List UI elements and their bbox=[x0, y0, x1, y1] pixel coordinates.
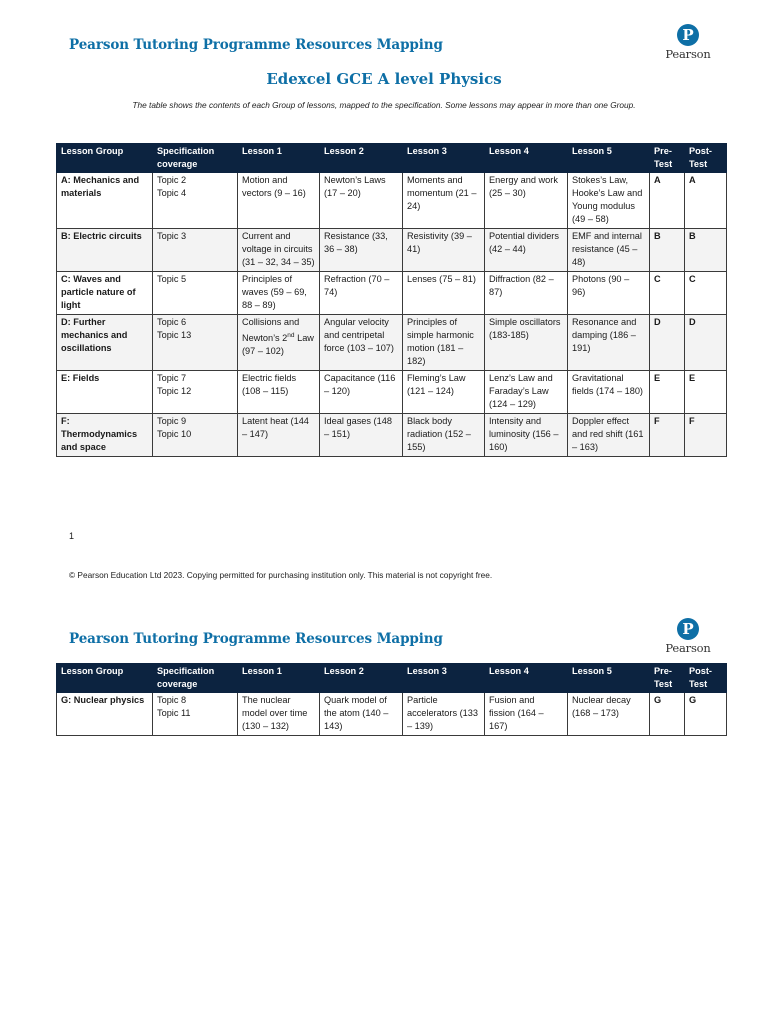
intro-text: The table shows the contents of each Group of lessons, mapped to the specification. Some lessons may appear in more than one Group. bbox=[132, 100, 636, 110]
lesson-5-cell: Photons (90 – 96) bbox=[568, 272, 650, 315]
pearson-logo-word: Pearson bbox=[665, 641, 711, 655]
pearson-p-icon: P bbox=[677, 618, 699, 640]
col-header-post-test: Post-Test bbox=[685, 144, 727, 173]
lesson-5-cell: EMF and internal resistance (45 – 48) bbox=[568, 229, 650, 272]
pearson-p-icon: P bbox=[677, 24, 699, 46]
lesson-5-cell: Doppler effect and red shift (161 – 163) bbox=[568, 414, 650, 457]
pre-test-cell: F bbox=[650, 414, 685, 457]
col-header-lesson-3: Lesson 3 bbox=[403, 664, 485, 693]
lesson-2-cell: Quark model of the atom (140 – 143) bbox=[320, 693, 403, 736]
table-row bbox=[57, 414, 727, 457]
col-header-lesson-4: Lesson 4 bbox=[485, 144, 568, 173]
lesson-4-cell: Intensity and luminosity (156 – 160) bbox=[485, 414, 568, 457]
lesson-3-cell: Principles of simple harmonic motion (181 – 182) bbox=[403, 315, 485, 371]
page-number: 1 bbox=[69, 531, 75, 541]
table-row bbox=[57, 272, 727, 315]
lesson-2-cell: Angular velocity and centripetal force (103 – 107) bbox=[320, 315, 403, 371]
post-test-cell: B bbox=[685, 229, 727, 272]
spec-cell: Topic 2 Topic 4 bbox=[153, 173, 238, 229]
lesson-2-cell: Resistance (33, 36 – 38) bbox=[320, 229, 403, 272]
pre-test-cell: C bbox=[650, 272, 685, 315]
col-header-spec: Specification coverage bbox=[153, 664, 238, 693]
lesson-1-cell: Current and voltage in circuits (31 – 32, 34 – 35) bbox=[238, 229, 320, 272]
table-row bbox=[57, 693, 727, 736]
lesson-3-cell: Resistivity (39 – 41) bbox=[403, 229, 485, 272]
lesson-4-cell: Fusion and fission (164 – 167) bbox=[485, 693, 568, 736]
lesson-3-cell: Fleming’s Law (121 – 124) bbox=[403, 371, 485, 414]
lesson-group-cell: C: Waves and particle nature of light bbox=[57, 272, 153, 315]
lesson-5-cell: Stokes’s Law, Hooke’s Law and Young modulus (49 – 58) bbox=[568, 173, 650, 229]
lesson-1-cell: Latent heat (144 – 147) bbox=[238, 414, 320, 457]
table-row bbox=[57, 315, 727, 371]
lesson-4-cell: Simple oscillators (183-185) bbox=[485, 315, 568, 371]
post-test-cell: C bbox=[685, 272, 727, 315]
lesson-group-cell: A: Mechanics and materials bbox=[57, 173, 153, 229]
lesson-group-cell: B: Electric circuits bbox=[57, 229, 153, 272]
lesson-1-cell: Collisions and Newton’s 2nd Law (97 – 102) bbox=[238, 315, 320, 371]
col-header-lesson-5: Lesson 5 bbox=[568, 144, 650, 173]
pearson-logo-word: Pearson bbox=[665, 47, 711, 61]
lesson-3-cell: Lenses (75 – 81) bbox=[403, 272, 485, 315]
pearson-logo bbox=[658, 24, 718, 61]
lesson-2-cell: Capacitance (116 – 120) bbox=[320, 371, 403, 414]
col-header-pre-test: Pre-Test bbox=[650, 144, 685, 173]
lesson-4-cell: Lenz’s Law and Faraday’s Law (124 – 129) bbox=[485, 371, 568, 414]
lesson-1-cell: Electric fields (108 – 115) bbox=[238, 371, 320, 414]
col-header-pre-test: Pre-Test bbox=[650, 664, 685, 693]
lesson-3-cell: Black body radiation (152 – 155) bbox=[403, 414, 485, 457]
col-header-lesson-1: Lesson 1 bbox=[238, 144, 320, 173]
spec-cell: Topic 5 bbox=[153, 272, 238, 315]
mapping-table-continued bbox=[56, 663, 727, 736]
col-header-spec: Specification coverage bbox=[153, 144, 238, 173]
lesson-group-cell: F: Thermodynamics and space bbox=[57, 414, 153, 457]
lesson-3-cell: Particle accelerators (133 – 139) bbox=[403, 693, 485, 736]
pre-test-cell: A bbox=[650, 173, 685, 229]
table-row bbox=[57, 229, 727, 272]
spec-cell: Topic 3 bbox=[153, 229, 238, 272]
table-header-row bbox=[57, 144, 727, 173]
lesson-4-cell: Energy and work (25 – 30) bbox=[485, 173, 568, 229]
copyright-notice: © Pearson Education Ltd 2023. Copying permitted for purchasing institution only. This material is not copyright free. bbox=[69, 570, 493, 580]
page-title: Edexcel GCE A level Physics bbox=[266, 70, 502, 88]
lesson-2-cell: Ideal gases (148 – 151) bbox=[320, 414, 403, 457]
pre-test-cell: G bbox=[650, 693, 685, 736]
post-test-cell: E bbox=[685, 371, 727, 414]
col-header-lesson-2: Lesson 2 bbox=[320, 664, 403, 693]
col-header-lesson-3: Lesson 3 bbox=[403, 144, 485, 173]
col-header-lesson-group: Lesson Group bbox=[57, 664, 153, 693]
post-test-cell: G bbox=[685, 693, 727, 736]
lesson-5-cell: Nuclear decay (168 – 173) bbox=[568, 693, 650, 736]
spec-cell: Topic 6 Topic 13 bbox=[153, 315, 238, 371]
lesson-group-cell: G: Nuclear physics bbox=[57, 693, 153, 736]
lesson-group-cell: E: Fields bbox=[57, 371, 153, 414]
post-test-cell: A bbox=[685, 173, 727, 229]
spec-cell: Topic 9 Topic 10 bbox=[153, 414, 238, 457]
spec-cell: Topic 8 Topic 11 bbox=[153, 693, 238, 736]
col-header-lesson-1: Lesson 1 bbox=[238, 664, 320, 693]
post-test-cell: F bbox=[685, 414, 727, 457]
mapping-table bbox=[56, 143, 727, 457]
table-row bbox=[57, 173, 727, 229]
pre-test-cell: B bbox=[650, 229, 685, 272]
pre-test-cell: D bbox=[650, 315, 685, 371]
post-test-cell: D bbox=[685, 315, 727, 371]
col-header-post-test: Post-Test bbox=[685, 664, 727, 693]
col-header-lesson-5: Lesson 5 bbox=[568, 664, 650, 693]
lesson-4-cell: Diffraction (82 – 87) bbox=[485, 272, 568, 315]
table-row bbox=[57, 371, 727, 414]
pre-test-cell: E bbox=[650, 371, 685, 414]
table-header-row bbox=[57, 664, 727, 693]
lesson-group-cell: D: Further mechanics and oscillations bbox=[57, 315, 153, 371]
lesson-3-cell: Moments and momentum (21 – 24) bbox=[403, 173, 485, 229]
spec-cell: Topic 7 Topic 12 bbox=[153, 371, 238, 414]
lesson-5-cell: Resonance and damping (186 – 191) bbox=[568, 315, 650, 371]
col-header-lesson-2: Lesson 2 bbox=[320, 144, 403, 173]
lesson-1-cell: The nuclear model over time (130 – 132) bbox=[238, 693, 320, 736]
lesson-1-cell: Principles of waves (59 – 69, 88 – 89) bbox=[238, 272, 320, 315]
pearson-logo-page-2 bbox=[658, 618, 718, 655]
lesson-2-cell: Newton’s Laws (17 – 20) bbox=[320, 173, 403, 229]
col-header-lesson-4: Lesson 4 bbox=[485, 664, 568, 693]
lesson-4-cell: Potential dividers (42 – 44) bbox=[485, 229, 568, 272]
brand-title: Pearson Tutoring Programme Resources Mapping bbox=[69, 37, 443, 53]
lesson-1-cell: Motion and vectors (9 – 16) bbox=[238, 173, 320, 229]
brand-title-page-2: Pearson Tutoring Programme Resources Mapping bbox=[69, 631, 443, 647]
lesson-5-cell: Gravitational fields (174 – 180) bbox=[568, 371, 650, 414]
lesson-2-cell: Refraction (70 – 74) bbox=[320, 272, 403, 315]
col-header-lesson-group: Lesson Group bbox=[57, 144, 153, 173]
